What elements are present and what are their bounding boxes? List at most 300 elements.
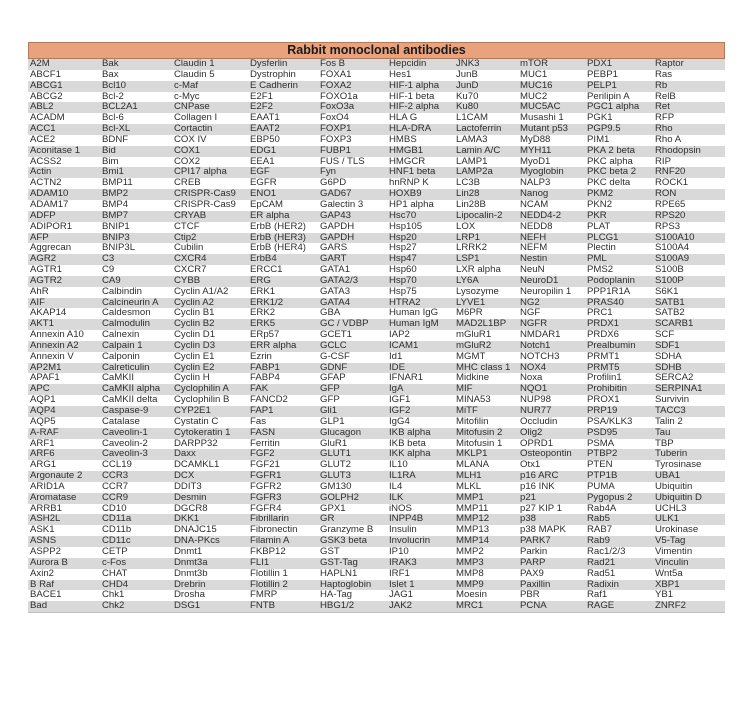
antibody-cell: DCAMKL1 [172, 460, 248, 471]
antibody-cell: Ezrin [248, 352, 318, 363]
antibody-cell: GC / VDBP [318, 319, 387, 330]
antibody-cell: Talin 2 [653, 417, 725, 428]
antibody-cell: Hsp60 [387, 265, 454, 276]
antibody-cell: INPP4B [387, 514, 454, 525]
antibody-cell: Tau [653, 428, 725, 439]
table-row [28, 406, 725, 417]
antibody-cell: PPP1R1A [585, 287, 653, 298]
antibody-cell: LAMA3 [454, 135, 518, 146]
antibody-cell: ARG1 [28, 460, 100, 471]
antibody-cell: Hsc70 [387, 211, 454, 222]
table-row [28, 92, 725, 103]
antibody-cell: Cubilin [172, 243, 248, 254]
antibody-cell: C3 [100, 254, 172, 265]
antibody-cell: PLAT [585, 222, 653, 233]
antibody-cell: AGTR2 [28, 276, 100, 287]
antibody-cell: JAK2 [387, 601, 454, 612]
antibody-cell: FGFR4 [248, 504, 318, 515]
antibody-cell: GATA1 [318, 265, 387, 276]
antibody-cell: Paxillin [518, 580, 585, 591]
antibody-cell: GLUT2 [318, 460, 387, 471]
antibody-cell: IKB beta [387, 439, 454, 450]
antibody-cell: BACE1 [28, 590, 100, 601]
antibody-cell: HBG1/2 [318, 601, 387, 612]
antibody-cell: BMP11 [100, 178, 172, 189]
antibody-cell: Calcineurin A [100, 298, 172, 309]
table-row [28, 439, 725, 450]
antibody-cell: HP1 alpha [387, 200, 454, 211]
antibody-cell: PBR [518, 590, 585, 601]
antibody-cell: GR [318, 514, 387, 525]
antibody-cell: Ubiquitin [653, 482, 725, 493]
antibody-cell: Glucagon [318, 428, 387, 439]
antibody-cell: Rb [653, 81, 725, 92]
antibody-cell: Bcl10 [100, 81, 172, 92]
antibody-cell: Vimentin [653, 547, 725, 558]
antibody-cell: PML [585, 254, 653, 265]
antibody-cell: HMBS [387, 135, 454, 146]
antibody-cell: G6PD [318, 178, 387, 189]
antibody-cell: IFNAR1 [387, 373, 454, 384]
table-row [28, 352, 725, 363]
antibody-cell: TBP [653, 439, 725, 450]
antibody-cell: FGFR1 [248, 471, 318, 482]
antibody-cell: Notch1 [518, 341, 585, 352]
table-row [28, 254, 725, 265]
antibody-cell: Aromatase [28, 493, 100, 504]
antibody-cell: DKK1 [172, 514, 248, 525]
antibody-cell: S100P [653, 276, 725, 287]
antibody-cell: Bcl-2 [100, 92, 172, 103]
antibody-cell: CaMKII [100, 373, 172, 384]
antibody-cell: Rab9 [585, 536, 653, 547]
antibody-cell: PEBP1 [585, 70, 653, 81]
antibody-cell: CCR3 [100, 471, 172, 482]
table-row [28, 81, 725, 92]
antibody-cell: CaMKII alpha [100, 384, 172, 395]
antibody-cell: IL10 [387, 460, 454, 471]
table-row [28, 428, 725, 439]
antibody-cell: CETP [100, 547, 172, 558]
antibody-cell: Bid [100, 146, 172, 157]
antibody-cell: M6PR [454, 308, 518, 319]
antibody-cell: ABCG1 [28, 81, 100, 92]
antibody-cell: EGF [248, 167, 318, 178]
antibody-cell: Ku80 [454, 102, 518, 113]
antibody-cell: ROCK1 [653, 178, 725, 189]
antibody-cell: mGluR2 [454, 341, 518, 352]
antibody-cell: Lamin A/C [454, 146, 518, 157]
table-row [28, 569, 725, 580]
antibody-cell: Cyclin H [172, 373, 248, 384]
antibody-cell: NEFM [518, 243, 585, 254]
antibody-cell: CNPase [172, 102, 248, 113]
antibody-cell: G-CSF [318, 352, 387, 363]
antibody-cell: Calpain 1 [100, 341, 172, 352]
antibody-cell: FGF21 [248, 460, 318, 471]
antibody-cell: Galectin 3 [318, 200, 387, 211]
antibody-cell: LAMP1 [454, 157, 518, 168]
antibody-cell: GST-Tag [318, 558, 387, 569]
antibody-cell: Caveolin-2 [100, 439, 172, 450]
antibody-cell: NQO1 [518, 384, 585, 395]
antibody-cell: ErbB (HER2) [248, 222, 318, 233]
antibody-cell: ERG [248, 276, 318, 287]
antibody-cell: p38 MAPK [518, 525, 585, 536]
antibody-cell: DNAJC15 [172, 525, 248, 536]
antibody-cell: IRAK3 [387, 558, 454, 569]
antibody-cell: Ubiquitin D [653, 493, 725, 504]
antibody-cell: CD11a [100, 514, 172, 525]
antibody-cell: PROX1 [585, 395, 653, 406]
antibody-cell: Claudin 5 [172, 70, 248, 81]
antibody-cell: Pygopus 2 [585, 493, 653, 504]
antibody-cell: E Cadherin [248, 81, 318, 92]
antibody-cell: Cytokeratin 1 [172, 428, 248, 439]
antibody-cell: GFP [318, 395, 387, 406]
antibody-cell: GLUT1 [318, 449, 387, 460]
antibody-cell: MUC2 [518, 92, 585, 103]
antibody-cell: HNF1 beta [387, 167, 454, 178]
antibody-cell: B Raf [28, 580, 100, 591]
antibody-cell: Insulin [387, 525, 454, 536]
table-row [28, 276, 725, 287]
antibody-cell: ARF6 [28, 449, 100, 460]
table-row [28, 580, 725, 591]
antibody-cell: PMS2 [585, 265, 653, 276]
antibody-cell: NUR77 [518, 406, 585, 417]
antibody-cell: C9 [100, 265, 172, 276]
antibody-cell: CHAT [100, 569, 172, 580]
antibody-cell: MUC5AC [518, 102, 585, 113]
antibody-cell: Bim [100, 157, 172, 168]
table-row [28, 135, 725, 146]
antibody-cell: A-RAF [28, 428, 100, 439]
antibody-cell: FUBP1 [318, 146, 387, 157]
antibody-cell: RAGE [585, 601, 653, 612]
antibody-cell: Dnmt3a [172, 558, 248, 569]
antibody-cell: RIP [653, 157, 725, 168]
antibody-cell: p16 INK [518, 482, 585, 493]
antibody-cell: HOXB9 [387, 189, 454, 200]
antibody-cell: PCNA [518, 601, 585, 612]
antibody-cell: APAF1 [28, 373, 100, 384]
antibody-cell: CRYAB [172, 211, 248, 222]
antibody-cell: Ctip2 [172, 233, 248, 244]
antibody-cell: SATB2 [653, 308, 725, 319]
antibody-cell: Aurora B [28, 558, 100, 569]
antibody-cell: ICAM1 [387, 341, 454, 352]
antibody-cell: Calmodulin [100, 319, 172, 330]
antibody-cell: Tyrosinase [653, 460, 725, 471]
antibody-cell: ENO1 [248, 189, 318, 200]
antibody-cell: JNK3 [454, 59, 518, 70]
antibody-cell: Radixin [585, 580, 653, 591]
antibody-cell: ERp57 [248, 330, 318, 341]
antibody-cell: OPRD1 [518, 439, 585, 450]
table-row [28, 384, 725, 395]
antibody-cell: HTRA2 [387, 298, 454, 309]
antibody-cell: GAPDH [318, 233, 387, 244]
antibody-cell: RPE65 [653, 200, 725, 211]
antibody-cell: Nestin [518, 254, 585, 265]
antibody-cell: Bak [100, 59, 172, 70]
antibody-cell: PIM1 [585, 135, 653, 146]
antibody-cell: IGF1 [387, 395, 454, 406]
antibody-cell: ADFP [28, 211, 100, 222]
antibody-cell: PKC alpha [585, 157, 653, 168]
antibody-cell: NGF [518, 308, 585, 319]
antibody-cell: CHD4 [100, 580, 172, 591]
antibody-cell: LXR alpha [454, 265, 518, 276]
antibody-cell: Parkin [518, 547, 585, 558]
antibody-cell: PSA/KLK3 [585, 417, 653, 428]
antibody-cell: PKN2 [585, 200, 653, 211]
antibody-cell: AQP1 [28, 395, 100, 406]
antibody-cell: p21 [518, 493, 585, 504]
antibody-cell: iNOS [387, 504, 454, 515]
antibody-cell: FABP1 [248, 363, 318, 374]
antibody-table-body [28, 59, 725, 612]
antibody-cell: Ferritin [248, 439, 318, 450]
antibody-cell: ILK [387, 493, 454, 504]
antibody-cell: ErbB (HER4) [248, 243, 318, 254]
antibody-cell: Raf1 [585, 590, 653, 601]
antibody-cell: FNTB [248, 601, 318, 612]
antibody-cell: IAP2 [387, 330, 454, 341]
antibody-cell: AQP5 [28, 417, 100, 428]
antibody-cell: Calnexin [100, 330, 172, 341]
antibody-cell: Actin [28, 167, 100, 178]
antibody-cell: Lin28B [454, 200, 518, 211]
antibody-cell: Calbindin [100, 287, 172, 298]
antibody-table-wrap [28, 59, 725, 613]
antibody-cell: SDHA [653, 352, 725, 363]
antibody-cell: Hsp75 [387, 287, 454, 298]
antibody-cell: Noxa [518, 373, 585, 384]
antibody-cell: CaMKII delta [100, 395, 172, 406]
table-row [28, 547, 725, 558]
antibody-cell: RAB7 [585, 525, 653, 536]
antibody-cell: Fyn [318, 167, 387, 178]
antibody-table [28, 59, 725, 612]
antibody-cell: CXCR7 [172, 265, 248, 276]
antibody-cell: PKR [585, 211, 653, 222]
antibody-cell: PTEN [585, 460, 653, 471]
antibody-cell: PSD95 [585, 428, 653, 439]
antibody-cell: MRC1 [454, 601, 518, 612]
antibody-cell: PGK1 [585, 113, 653, 124]
table-row [28, 59, 725, 70]
antibody-cell: GST [318, 547, 387, 558]
antibody-cell: ZNRF2 [653, 601, 725, 612]
antibody-cell: ACE2 [28, 135, 100, 146]
antibody-cell: Lin28 [454, 189, 518, 200]
antibody-cell: Midkine [454, 373, 518, 384]
antibody-cell: BNIP1 [100, 222, 172, 233]
antibody-cell: GAD67 [318, 189, 387, 200]
antibody-cell: MLKL [454, 482, 518, 493]
antibody-cell: AGR2 [28, 254, 100, 265]
antibody-cell: Human IgM [387, 319, 454, 330]
antibody-cell: ERK1/2 [248, 298, 318, 309]
antibody-cell: Catalase [100, 417, 172, 428]
antibody-cell: Raptor [653, 59, 725, 70]
antibody-cell: Rhodopsin [653, 146, 725, 157]
antibody-cell: JAG1 [387, 590, 454, 601]
antibody-cell: Dnmt3b [172, 569, 248, 580]
antibody-cell: LYVE1 [454, 298, 518, 309]
antibody-cell: Annexin V [28, 352, 100, 363]
antibody-cell: S100A4 [653, 243, 725, 254]
table-row [28, 601, 725, 612]
antibody-cell: JunD [454, 81, 518, 92]
antibody-cell: ACADM [28, 113, 100, 124]
antibody-cell: Annexin A10 [28, 330, 100, 341]
antibody-cell: Lactoferrin [454, 124, 518, 135]
antibody-cell: Collagen I [172, 113, 248, 124]
antibody-cell: CPI17 alpha [172, 167, 248, 178]
antibody-cell: Olig2 [518, 428, 585, 439]
antibody-cell: NEDD8 [518, 222, 585, 233]
antibody-cell: GATA3 [318, 287, 387, 298]
table-row [28, 113, 725, 124]
antibody-cell: MLH1 [454, 471, 518, 482]
antibody-cell: Drosha [172, 590, 248, 601]
antibody-cell: LRRK2 [454, 243, 518, 254]
antibody-cell: Caldesmon [100, 308, 172, 319]
antibody-cell: Hsp70 [387, 276, 454, 287]
antibody-cell: Prohibitin [585, 384, 653, 395]
antibody-cell: FOXO1a [318, 92, 387, 103]
antibody-cell: Haptoglobin [318, 580, 387, 591]
antibody-cell: BCL2A1 [100, 102, 172, 113]
antibody-cell: FoxO3a [318, 102, 387, 113]
antibody-cell: LRP1 [454, 233, 518, 244]
antibody-cell: Caveolin-3 [100, 449, 172, 460]
antibody-cell: MMP14 [454, 536, 518, 547]
antibody-cell: HAPLN1 [318, 569, 387, 580]
antibody-cell: MyoD1 [518, 157, 585, 168]
antibody-cell: CD11b [100, 525, 172, 536]
antibody-cell: PKC beta 2 [585, 167, 653, 178]
antibody-cell: SERPINA1 [653, 384, 725, 395]
antibody-cell: ADIPOR1 [28, 222, 100, 233]
antibody-cell: PRMT5 [585, 363, 653, 374]
antibody-cell: IgG4 [387, 417, 454, 428]
antibody-cell: IL4 [387, 482, 454, 493]
antibody-cell: RelB [653, 92, 725, 103]
antibody-cell: GAPDH [318, 222, 387, 233]
table-row [28, 287, 725, 298]
antibody-cell: Prealbumin [585, 341, 653, 352]
antibody-cell: CD11c [100, 536, 172, 547]
table-row [28, 243, 725, 254]
antibody-cell: FOXA2 [318, 81, 387, 92]
antibody-cell: Islet 1 [387, 580, 454, 591]
antibody-cell: PGC1 alpha [585, 102, 653, 113]
antibody-cell: HMGB1 [387, 146, 454, 157]
antibody-cell: FoxO4 [318, 113, 387, 124]
antibody-cell: ABL2 [28, 102, 100, 113]
antibody-cell: GDNF [318, 363, 387, 374]
antibody-cell: ULK1 [653, 514, 725, 525]
antibody-cell: Cyclophilin A [172, 384, 248, 395]
table-row [28, 590, 725, 601]
antibody-cell: Rab4A [585, 504, 653, 515]
antibody-cell: MMP1 [454, 493, 518, 504]
antibody-cell: IRF1 [387, 569, 454, 580]
antibody-cell: FGF2 [248, 449, 318, 460]
antibody-cell: LOX [454, 222, 518, 233]
antibody-cell: Mitofusin 1 [454, 439, 518, 450]
antibody-cell: Rab5 [585, 514, 653, 525]
antibody-cell: Dysferlin [248, 59, 318, 70]
antibody-cell: MINA53 [454, 395, 518, 406]
antibody-cell: Ras [653, 70, 725, 81]
antibody-cell: Bcl-6 [100, 113, 172, 124]
table-row [28, 222, 725, 233]
antibody-cell: ER alpha [248, 211, 318, 222]
antibody-cell: MyD88 [518, 135, 585, 146]
antibody-cell: UCHL3 [653, 504, 725, 515]
antibody-cell: PRAS40 [585, 298, 653, 309]
antibody-cell: Urokinase [653, 525, 725, 536]
table-row [28, 308, 725, 319]
antibody-cell: PRDX1 [585, 319, 653, 330]
antibody-cell: Bad [28, 601, 100, 612]
antibody-cell: EAAT2 [248, 124, 318, 135]
antibody-cell: p16 ARC [518, 471, 585, 482]
antibody-cell: LC3B [454, 178, 518, 189]
antibody-cell: MiTF [454, 406, 518, 417]
antibody-cell: AIF [28, 298, 100, 309]
table-row [28, 319, 725, 330]
antibody-cell: MMP11 [454, 504, 518, 515]
antibody-cell: GFP [318, 384, 387, 395]
antibody-cell: Neuropilin 1 [518, 287, 585, 298]
antibody-cell: Caspase-9 [100, 406, 172, 417]
table-row [28, 200, 725, 211]
antibody-cell: Cyclin D3 [172, 341, 248, 352]
antibody-cell: RNF20 [653, 167, 725, 178]
antibody-cell: IDE [387, 363, 454, 374]
antibody-cell: COX2 [172, 157, 248, 168]
antibody-cell: GATA2/3 [318, 276, 387, 287]
table-row [28, 536, 725, 547]
antibody-cell: RPS3 [653, 222, 725, 233]
antibody-cell: IgA [387, 384, 454, 395]
antibody-cell: ABCG2 [28, 92, 100, 103]
antibody-cell: HA-Tag [318, 590, 387, 601]
antibody-cell: SATB1 [653, 298, 725, 309]
table-row [28, 265, 725, 276]
antibody-cell: NOX4 [518, 363, 585, 374]
antibody-cell: GBA [318, 308, 387, 319]
antibody-cell: c-Myc [172, 92, 248, 103]
antibody-cell: GSK3 beta [318, 536, 387, 547]
antibody-cell: hnRNP K [387, 178, 454, 189]
antibody-cell: CRISPR-Cas9 [172, 189, 248, 200]
antibody-cell: NUP98 [518, 395, 585, 406]
antibody-cell: CA9 [100, 276, 172, 287]
antibody-cell: Id1 [387, 352, 454, 363]
antibody-cell: PTP1B [585, 471, 653, 482]
antibody-cell: GARS [318, 243, 387, 254]
antibody-cell: FLI1 [248, 558, 318, 569]
antibody-cell: Plectin [585, 243, 653, 254]
antibody-cell: FKBP12 [248, 547, 318, 558]
